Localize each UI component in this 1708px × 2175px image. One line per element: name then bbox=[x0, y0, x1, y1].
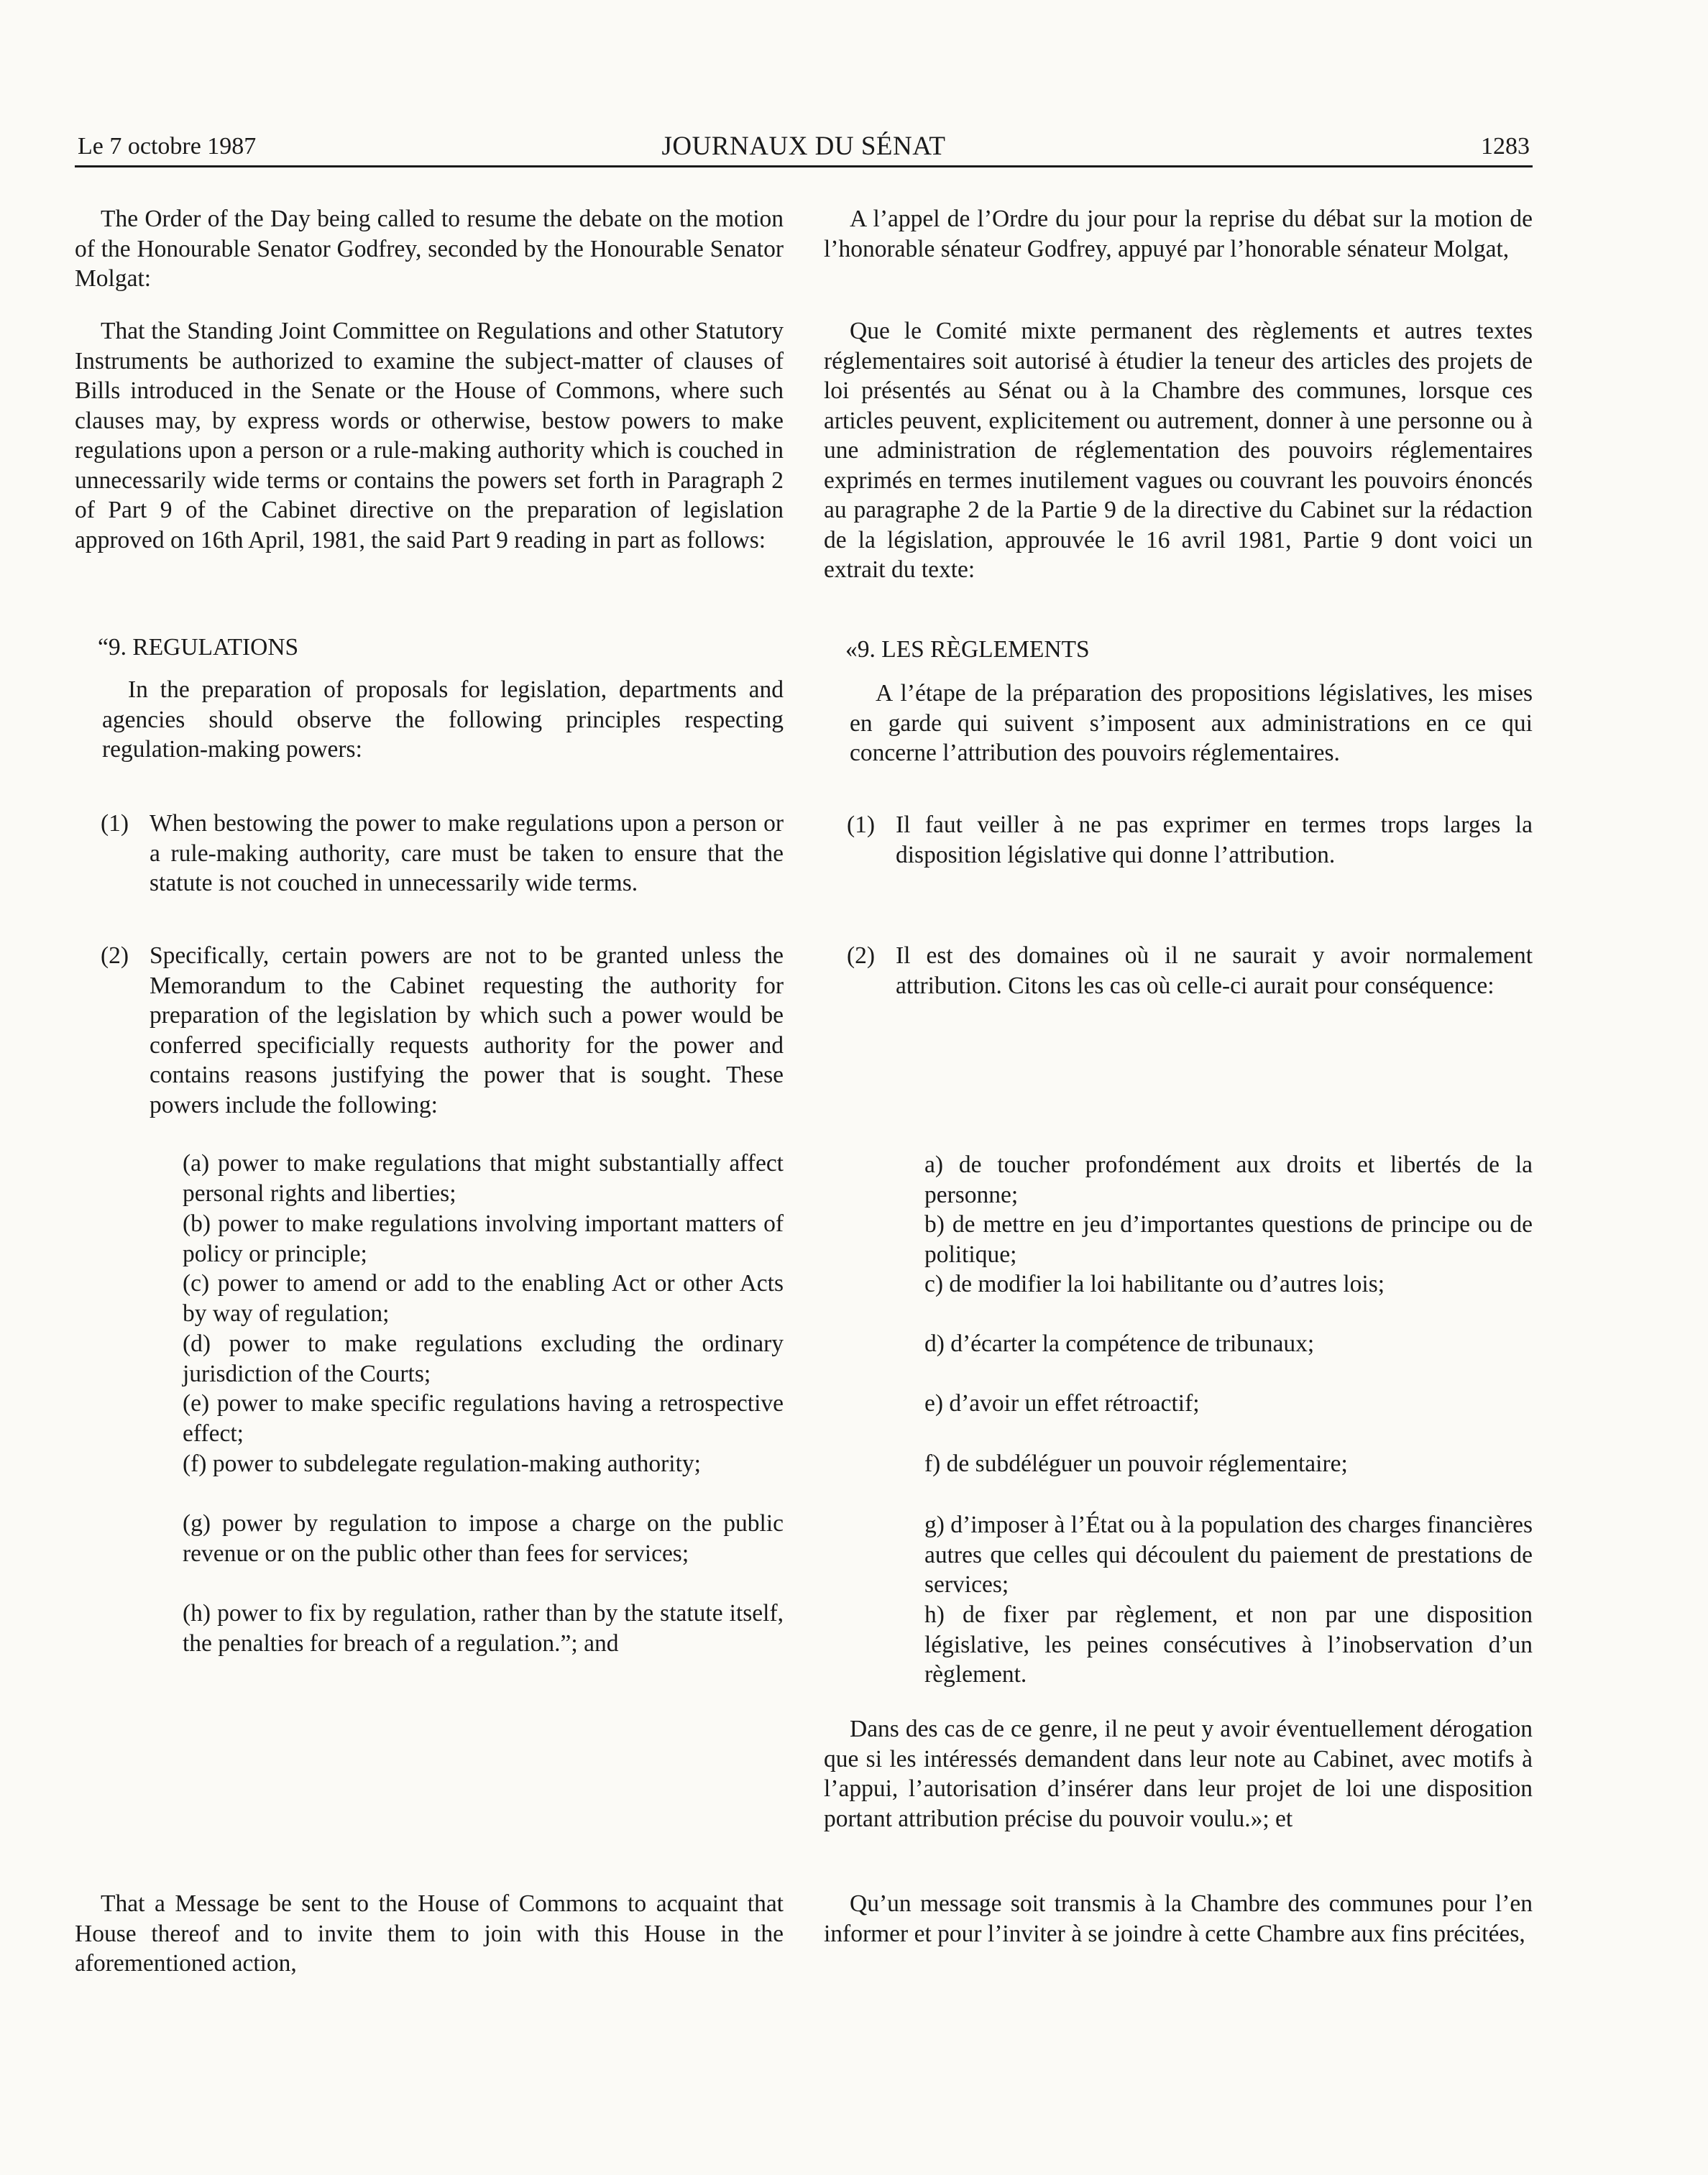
en-preamble-paragraph: In the preparation of proposals for legislation, departments and agencies should observe the following principles respecting regulation-making powers: bbox=[102, 676, 784, 763]
en-item-1-number: (1) bbox=[101, 810, 129, 837]
fr-message-paragraph: Qu’un message soit transmis à la Chambre des communes pour l’en informer et pour l’inviter à se joindre à cette Chambre aux fins précitées, bbox=[824, 1890, 1533, 1947]
fr-subitem-a: a) de toucher profondément aux droits et libertés de la personne; bbox=[924, 1151, 1533, 1208]
en-subitem-h: (h) power to fix by regulation, rather than by the statute itself, the penalties for breach of a regulation.”; and bbox=[183, 1600, 784, 1657]
header-date: Le 7 octobre 1987 bbox=[78, 133, 257, 160]
en-message-paragraph: That a Message be sent to the House of Commons to acquaint that House thereof and to invite them to join with this House in the aforementioned action, bbox=[75, 1890, 784, 1977]
fr-preamble-paragraph: A l’étape de la préparation des propositions législatives, les mises en garde qui suivent s’imposent aux administrations en ce qui concerne l’attribution des pouvoirs réglementaires. bbox=[850, 680, 1533, 766]
fr-motion-paragraph: Que le Comité mixte permanent des règlements et autres textes réglementaires soit autorisé à étudier la teneur des articles des projets de loi présentés au Sénat ou à la Chambre des communes, lorsque ces articles peuvent, explicitement ou autrement, donner à une personne ou à une administration de réglementation des pouvoirs réglementaires exprimés en termes inutilement vagues ou couvrant les pouvoirs énoncés au paragraphe 2 de la Partie 9 de la directive du Cabinet sur la rédaction de la législation, approuvée le 16 avril 1981, Partie 9 dont voici un extrait du texte: bbox=[824, 318, 1533, 583]
en-subitem-g: (g) power by regulation to impose a charge on the public revenue or on the public other than fees for services; bbox=[183, 1510, 784, 1567]
fr-subitem-f: f) de subdéléguer un pouvoir réglementaire; bbox=[924, 1450, 1348, 1477]
fr-closing-paragraph: Dans des cas de ce genre, il ne peut y avoir éventuellement dérogation que si les intéressés demandent dans leur note au Cabinet, avec motifs à l’appui, l’autorisation d’insérer dans leur projet de loi une disposition portant attribution précise du pouvoir voulu.»; et bbox=[824, 1716, 1533, 1832]
running-head bbox=[75, 128, 1533, 167]
en-subitem-d: (d) power to make regulations excluding the ordinary jurisdiction of the Courts; bbox=[183, 1330, 784, 1387]
fr-section-heading: «9. LES RÈGLEMENTS bbox=[845, 636, 1090, 663]
en-subitem-f: (f) power to subdelegate regulation-making authority; bbox=[183, 1450, 701, 1477]
en-item-2-number: (2) bbox=[101, 942, 129, 969]
en-item-1-text: When bestowing the power to make regulations upon a person or a rule-making authority, care must be taken to ensure that the statute is not couched in unnecessarily wide terms. bbox=[150, 810, 784, 896]
en-subitem-a: (a) power to make regulations that might substantially affect personal rights and liberties; bbox=[183, 1150, 784, 1207]
fr-item-1-number: (1) bbox=[847, 811, 876, 838]
fr-item-2-text: Il est des domaines où il ne saurait y avoir normalement attribution. Citons les cas où celle-ci aurait pour conséquence: bbox=[896, 942, 1533, 999]
fr-subitem-g: g) d’imposer à l’État ou à la population des charges financières autres que celles qui découlent du paiement de prestations de services; bbox=[924, 1512, 1533, 1598]
en-subitem-e: (e) power to make specific regulations having a retrospective effect; bbox=[183, 1390, 784, 1447]
fr-intro-paragraph: A l’appel de l’Ordre du jour pour la reprise du débat sur la motion de l’honorable sénateur Godfrey, appuyé par l’honorable sénateur Molgat, bbox=[824, 206, 1533, 262]
fr-item-2-number: (2) bbox=[847, 942, 876, 969]
en-subitem-b: (b) power to make regulations involving important matters of policy or principle; bbox=[183, 1210, 784, 1267]
fr-item-1 bbox=[847, 810, 1533, 875]
en-subitem-c: (c) power to amend or add to the enabling Act or other Acts by way of regulation; bbox=[183, 1270, 784, 1327]
en-intro-paragraph: The Order of the Day being called to resume the debate on the motion of the Honourable Senator Godfrey, seconded by the Honourable Senator Molgat: bbox=[75, 206, 784, 292]
page-number: 1283 bbox=[1481, 133, 1530, 160]
fr-item-1-text: Il faut veiller à ne pas exprimer en termes trops larges la disposition législative qui donne l’attribution. bbox=[896, 811, 1533, 868]
en-item-2 bbox=[101, 941, 784, 1149]
fr-subitem-c: c) de modifier la loi habilitante ou d’autres lois; bbox=[924, 1271, 1385, 1297]
fr-subitem-d: d) d’écarter la compétence de tribunaux; bbox=[924, 1330, 1315, 1357]
fr-subitem-h: h) de fixer par règlement, et non par une disposition législative, les peines consécutives à l’inobservation d’un règlement. bbox=[924, 1601, 1533, 1688]
en-motion-paragraph: That the Standing Joint Committee on Regulations and other Statutory Instruments be authorized to examine the subject-matter of clauses of Bills introduced in the Senate or the House of Commons, where such clauses may, by express words or otherwise, bestow powers to make regulations upon a person or a rule-making authority which is couched in unnecessarily wide terms or contains the powers set forth in Paragraph 2 of Part 9 of the Cabinet directive on the preparation of legislation approved on 16th April, 1981, the said Part 9 reading in part as follows: bbox=[75, 318, 784, 553]
fr-subitem-e: e) d’avoir un effet rétroactif; bbox=[924, 1390, 1200, 1417]
en-item-1 bbox=[101, 809, 784, 931]
en-item-2-text: Specifically, certain powers are not to be granted unless the Memorandum to the Cabinet requesting the authority for preparation of the legislation by which such a power would be conferred specificially requests authority for the power and contains reasons justifying the power that is sought. These powers include the following: bbox=[150, 942, 784, 1118]
fr-item-2 bbox=[847, 941, 1533, 1006]
journal-title: JOURNAUX DU SÉNAT bbox=[661, 132, 946, 161]
fr-subitem-b: b) de mettre en jeu d’importantes questions de principe ou de politique; bbox=[924, 1211, 1533, 1268]
en-section-heading: “9. REGULATIONS bbox=[98, 634, 299, 661]
